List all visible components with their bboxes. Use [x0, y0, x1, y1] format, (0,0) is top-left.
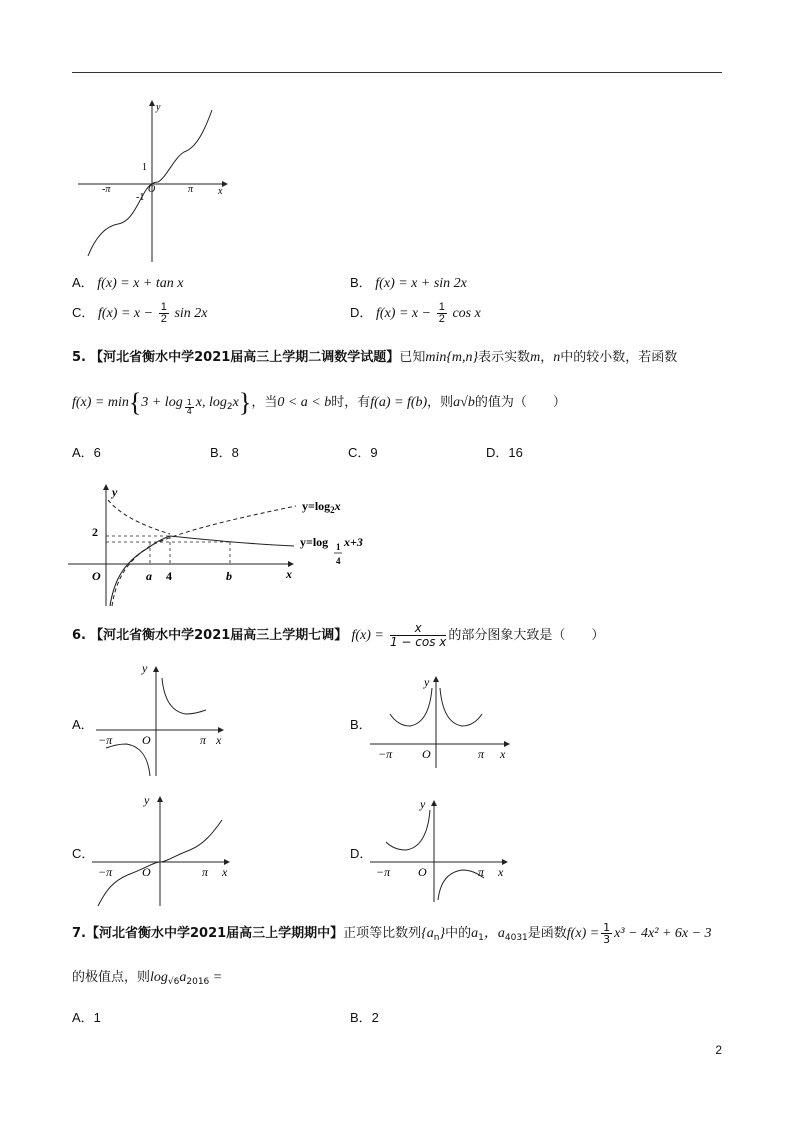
svg-text:y: y [420, 797, 426, 811]
svg-text:π: π [202, 865, 209, 879]
q6-option-c-label[interactable]: C． [72, 846, 95, 861]
q5-option-d[interactable]: D．16 [486, 445, 523, 460]
q4-option-c[interactable] [72, 302, 208, 325]
header-rule [72, 72, 722, 73]
q6-option-c-graph[interactable] [92, 790, 242, 910]
q7-option-a[interactable]: A．1 [72, 1010, 101, 1025]
q6-number: 6. [72, 628, 86, 643]
option-letter: A． [72, 275, 94, 290]
q6-option-b-graph[interactable] [370, 672, 520, 772]
q5-log14-base-den: 4 [336, 556, 341, 566]
svg-text:O: O [418, 865, 427, 879]
q4-pi-label: π [188, 184, 194, 195]
svg-text:x: x [498, 865, 504, 879]
q6-option-d-label[interactable]: D． [350, 846, 373, 861]
q5-a-label: a [146, 569, 152, 583]
q6-option-b-label[interactable]: B． [350, 717, 372, 732]
svg-text:O: O [142, 733, 151, 747]
half-fraction: $\frac{1}{2}$ [438, 301, 445, 326]
svg-text:π: π [478, 865, 485, 879]
q7-option-b[interactable]: B．2 [350, 1010, 379, 1025]
q4-y-label: y [156, 102, 161, 113]
q5-log14-base-num: 1 [336, 542, 341, 552]
option-formula-post: sin 2x [174, 306, 208, 321]
q4-x-label: x [218, 186, 223, 197]
q4-origin-label: O [148, 184, 156, 195]
q5-option-c[interactable]: C．9 [348, 445, 378, 460]
q5-number: 5. [72, 350, 86, 365]
option-formula: f(x) = x + tan x [97, 276, 184, 291]
option-formula-post: cos x [452, 306, 481, 321]
svg-text:O: O [422, 747, 431, 761]
svg-text:π: π [200, 733, 207, 747]
svg-text:x: x [216, 733, 222, 747]
q7-stem-line2: 的极值点，则$\log_{√6}a_{2016}$ = [72, 970, 223, 987]
svg-text:−π: −π [378, 747, 393, 761]
q4-one-label: 1 [142, 162, 147, 173]
q5-option-b[interactable]: B．8 [210, 445, 239, 460]
q7-number: 7. [72, 926, 86, 941]
q5-log14-label: y=log [300, 535, 329, 549]
q5-x-label: x [286, 567, 292, 581]
q6-option-a-label[interactable]: A． [72, 717, 94, 732]
q5-source: 【河北省衡水中学2021届高三上学期二调数学试题】 [90, 350, 400, 365]
q6-source: 【河北省衡水中学2021届高三上学期七调】 [90, 628, 348, 643]
q5-log14-rest: x+3 [344, 535, 363, 549]
q4-option-b[interactable] [350, 272, 467, 292]
q5-origin-label: O [92, 569, 101, 583]
q5-y-label: y [112, 485, 118, 499]
q5-graph [68, 480, 388, 610]
q5-four-label: 4 [166, 569, 172, 583]
q5-log2-label: $y=\log_2x$ [302, 499, 341, 515]
svg-text:−π: −π [98, 865, 113, 879]
q4-neg-one-label: -1 [136, 192, 145, 203]
option-formula: f(x) = x + sin 2x [375, 276, 467, 291]
q7-source: 【河北省衡水中学2021届高三上学期期中】 [85, 926, 344, 941]
option-letter: D． [350, 305, 373, 320]
svg-text:−π: −π [376, 865, 391, 879]
q5-option-a[interactable]: A．6 [72, 445, 101, 460]
q4-graph [74, 96, 234, 264]
q6-option-d-graph[interactable] [370, 796, 520, 906]
svg-text:y: y [424, 675, 430, 689]
q5-b-label: b [226, 569, 232, 583]
q4-option-a[interactable] [72, 272, 183, 292]
svg-text:x: x [222, 865, 228, 879]
q4-option-d[interactable] [350, 302, 481, 325]
svg-text:y: y [144, 793, 150, 807]
svg-text:−π: −π [98, 733, 113, 747]
half-fraction: $\frac{1}{2}$ [160, 301, 167, 326]
page-number: 2 [715, 1043, 722, 1057]
q6-fraction: $\frac{x}{\text{1 − cos x}}$ [389, 621, 447, 649]
q5-two-label: 2 [92, 525, 98, 539]
q7-stem-line1: 7.【河北省衡水中学2021届高三上学期期中】正项等比数列$\{a_n\}$中的$a_1$，$a_{4031}$是函数f(x) = $\frac{1}{3}$ x³ − 4x² + 6x − 3 [72, 921, 712, 946]
svg-text:x: x [500, 747, 506, 761]
q6-stem: 6. 【河北省衡水中学2021届高三上学期七调】 f(x) = $\frac{x}{\text{1 − cos x}}$ 的部分图象大致是（ ） [72, 621, 605, 649]
q5-stem-line1: 5. 【河北省衡水中学2021届高三上学期二调数学试题】已知min{m,n}表示实数m，n中的较小数，若函数 [72, 350, 678, 365]
option-formula-pre: f(x) = x − [376, 306, 432, 321]
q5-stem-line2: f(x) = min{3 + log $\frac{1}{4}$ x, $\log_2x$}，当0 < a < b时，有f(a) = f(b)，则a√b的值为（ ） [72, 388, 566, 417]
q5-formula: f(x) = min [72, 395, 129, 410]
option-letter: C． [72, 305, 95, 320]
q6-option-a-graph[interactable] [92, 660, 242, 780]
option-formula-pre: f(x) = x − [98, 306, 154, 321]
svg-text:O: O [142, 865, 151, 879]
svg-text:π: π [478, 747, 485, 761]
option-letter: B． [350, 275, 372, 290]
svg-text:y: y [142, 661, 148, 675]
q4-neg-pi-label: -π [102, 184, 111, 195]
